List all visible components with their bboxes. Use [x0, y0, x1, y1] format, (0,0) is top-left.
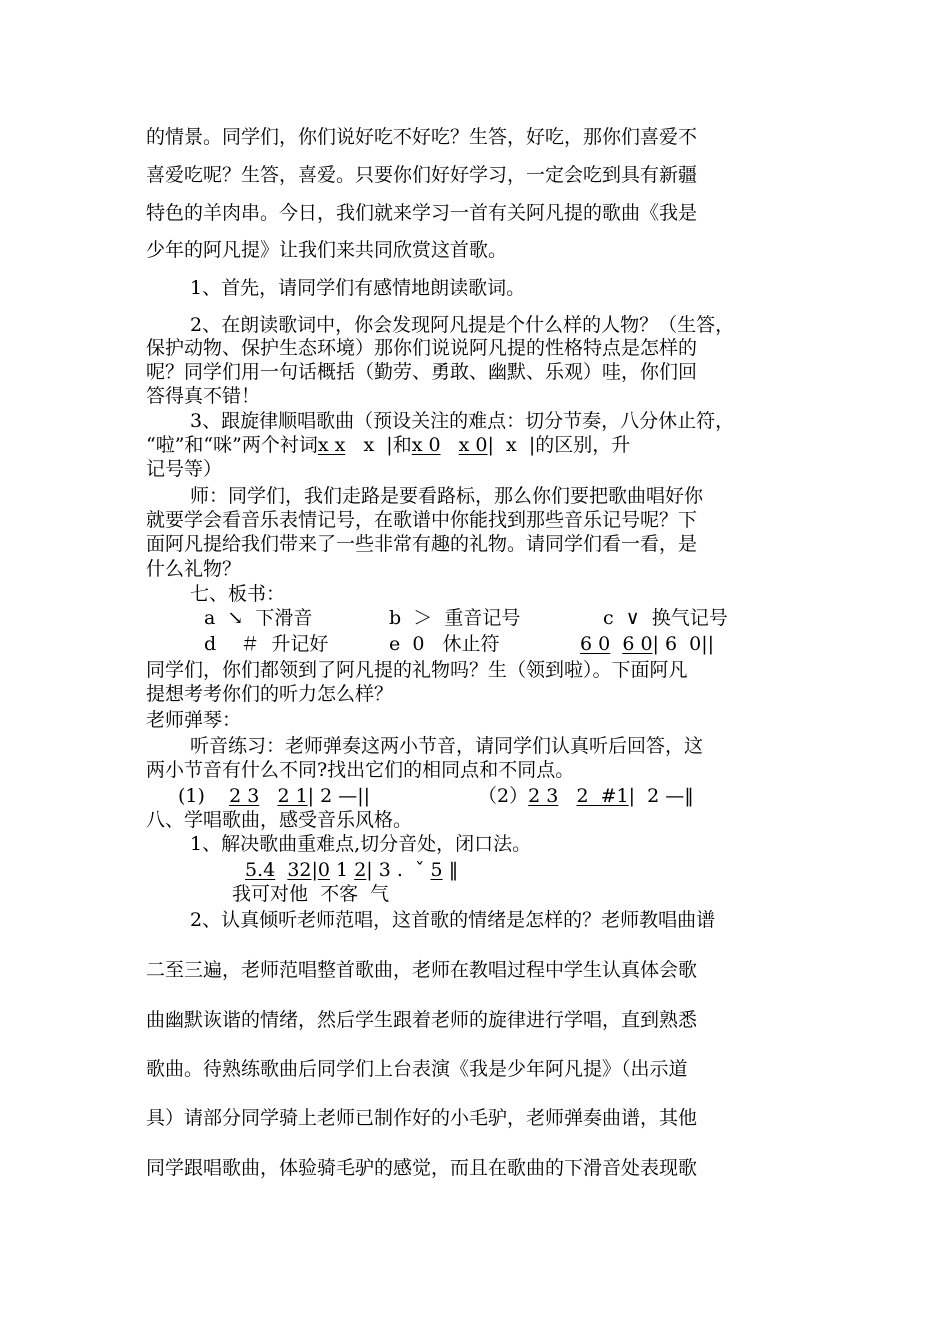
notation-notes: 6 0: [664, 633, 702, 655]
teacher-line: 师：同学们，我们走路是要看路标，那么你们要把歌曲唱好你: [190, 485, 704, 507]
intro-line: 少年的阿凡提》让我们来共同欣赏这首歌。: [146, 239, 508, 261]
notation-notes: 2 —‖: [647, 785, 694, 807]
notation-notes: x: [363, 434, 375, 456]
step-3-line: 记号等）: [146, 458, 223, 480]
final-barline: ‖: [448, 859, 459, 881]
barline: ||: [357, 785, 371, 807]
notation-notes: x 0: [411, 434, 441, 456]
notation-notes: 2 —: [320, 785, 358, 807]
barline: |: [311, 859, 318, 881]
notation-notes: 2 1: [277, 785, 308, 807]
listening-line: 听音练习：老师弹奏这两小节音，请同学们认真听后回答，这: [190, 735, 704, 757]
notation-notes: x 0: [458, 434, 488, 456]
closing-line: 二至三遍，老师范唱整首歌曲，老师在教唱过程中学生认真体会歌: [146, 959, 698, 981]
board-item-a: a ↘ 下滑音: [204, 607, 313, 629]
step-3-text: 的区别，升: [535, 434, 631, 456]
board-rest-example: [580, 632, 714, 656]
notation-notes: 6 0: [622, 633, 653, 655]
section-8-title: 八、学唱歌曲，感受音乐风格。: [146, 809, 413, 831]
barline: |: [307, 785, 315, 807]
notation-notes: 3 .: [378, 859, 403, 881]
step-2-line: 答得真不错！: [146, 385, 261, 407]
barline: |: [386, 434, 393, 456]
closing-line: 具）请部分同学骑上老师已制作好的小毛驴，老师弹奏曲谱，其他: [146, 1107, 698, 1129]
step-3-notation-line: [146, 433, 630, 457]
barline: |: [366, 859, 373, 881]
lyrics-line: 我可对他 不客 气: [232, 883, 390, 905]
teacher-line: 面阿凡提给我们带来了一些非常有趣的礼物。请同学们看一看，是: [146, 533, 698, 555]
closing-line: 歌曲。待熟练歌曲后同学们上台表演《我是少年阿凡提》（出示道: [146, 1058, 688, 1080]
notation-notes: 32: [287, 859, 312, 881]
notation-notes: 5.4: [245, 859, 276, 881]
intro-line: 特色的羊肉串。今日，我们就来学习一首有关阿凡提的歌曲《我是: [146, 202, 698, 224]
step-3-text: 和: [392, 434, 412, 456]
notation-notes: 0: [317, 859, 330, 881]
exercise-label: (1): [178, 785, 205, 807]
breath-mark: ˇ: [415, 859, 425, 881]
notation-notes: 2 #1: [576, 785, 629, 807]
listening-line: 两小节音有什么不同?找出它们的相同点和不同点。: [146, 759, 575, 781]
board-item-b: b ＞ 重音记号: [389, 607, 521, 629]
barline: |: [652, 633, 659, 655]
intro-line: 喜爱吃呢？生答，喜爱。只要你们好好学习，一定会吃到具有新疆: [146, 164, 698, 186]
notation-notes: 5: [430, 859, 443, 881]
board-title: 七、板书：: [190, 583, 286, 605]
notation-notes: x x: [317, 434, 346, 456]
step-1: 1、首先，请同学们有感情地朗读歌词。: [190, 277, 526, 299]
after-board-line: 同学们，你们都领到了阿凡提的礼物吗？生（领到啦）。下面阿凡: [146, 659, 688, 681]
notation-notes: 2 3: [229, 785, 260, 807]
melody-line: [245, 858, 458, 882]
notation-notes: 2 3: [528, 785, 559, 807]
step-2-line: 保护动物、保护生态环境）那你们说说阿凡提的性格特点是怎样的: [146, 337, 698, 359]
exercise-label: （2）: [478, 785, 529, 807]
after-board-line: 提想考考你们的听力怎么样？: [146, 683, 394, 705]
exercise-1: [178, 784, 370, 808]
teacher-line: 就要学会看音乐表情记号，在歌谱中你能找到那些音乐记号呢？下: [146, 509, 698, 531]
step-3-text: “啦”和“咪”两个衬词: [146, 434, 318, 456]
teacher-line: 什么礼物？: [146, 558, 242, 580]
closing-line: 曲幽默诙谐的情绪，然后学生跟着老师的旋律进行学唱，直到熟悉: [146, 1009, 698, 1031]
step-3-line: 3、跟旋律顺唱歌曲（预设关注的难点：切分节奏，八分休止符，: [190, 410, 735, 432]
closing-line: 同学跟唱歌曲，体验骑毛驴的感觉，而且在歌曲的下滑音处表现歌: [146, 1157, 698, 1179]
section-8-item-1: 1、解决歌曲重难点,切分音处，闭口法。: [190, 833, 532, 855]
section-8-item-2: 2、认真倾听老师范唱，这首歌的情绪是怎样的？老师教唱曲谱: [190, 909, 716, 931]
board-item-c: c ∨ 换气记号: [603, 607, 728, 629]
notation-notes: 6 0: [580, 633, 611, 655]
board-item-e: e 0 休止符: [389, 633, 500, 655]
barline: |: [487, 434, 494, 456]
board-item-d: d ＃ 升记好: [204, 633, 329, 655]
notation-notes: 2: [354, 859, 367, 881]
notation-notes: x: [506, 434, 517, 456]
exercise-2: [478, 784, 694, 808]
step-2-line: 2、在朗读歌词中，你会发现阿凡提是个什么样的人物？（生答，: [190, 314, 735, 336]
intro-line: 的情景。同学们，你们说好吃不好吃？生答，好吃，那你们喜爱不: [146, 126, 698, 148]
barline: ||: [701, 633, 715, 655]
barline: |: [628, 785, 636, 807]
step-2-line: 呢？同学们用一句话概括（勤劳、勇敢、幽默、乐观）哇，你们回: [146, 361, 698, 383]
barline: |: [528, 434, 536, 456]
teacher-play-label: 老师弹琴：: [146, 709, 242, 731]
notation-notes: 1: [336, 859, 349, 881]
